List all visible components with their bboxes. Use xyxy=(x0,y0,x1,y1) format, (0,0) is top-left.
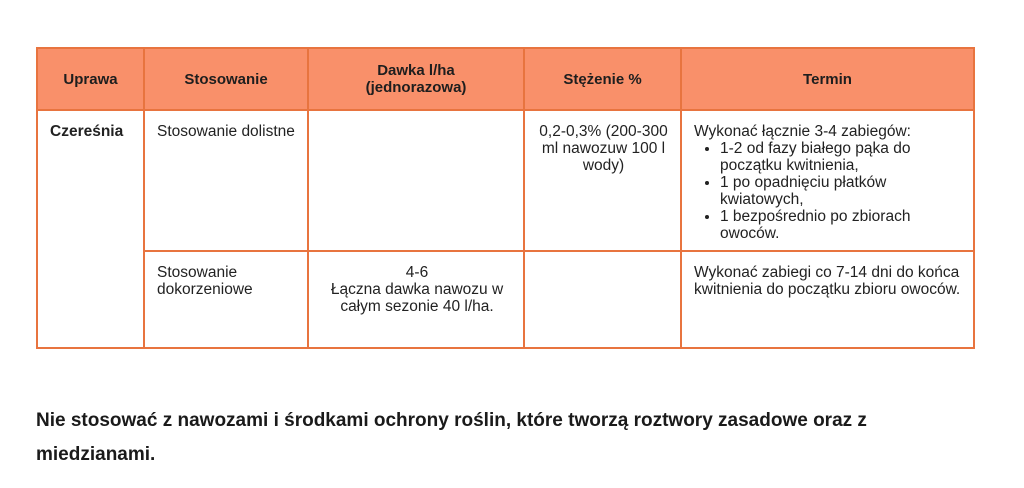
header-crop: Uprawa xyxy=(37,48,144,110)
header-usage: Stosowanie xyxy=(144,48,308,110)
timing-cell: Wykonać zabiegi co 7-14 dni do końca kwitnienia do początku zbioru owoców. xyxy=(681,251,974,348)
dose-cell xyxy=(308,110,524,251)
header-concentration: Stężenie % xyxy=(524,48,681,110)
list-item: • 1 po opadnięciu płatków kwiatowych, xyxy=(720,174,963,208)
timing-intro: Wykonać łącznie 3-4 zabiegów: xyxy=(694,123,911,140)
dose-note: Łączna dawka nawozu w całym sezonie 40 l/ha. xyxy=(330,281,504,315)
warning-note: Nie stosować z nawozami i środkami ochrony roślin, które tworzą roztwory zasadowe oraz z miedzianami. xyxy=(36,410,867,465)
crop-cell: Czereśnia xyxy=(37,110,144,348)
header-dose xyxy=(308,48,524,110)
header-dose-line1: Dawka l/ha xyxy=(377,62,455,79)
list-item: • 1-2 od fazy białego pąka do początku kwitnienia, xyxy=(720,140,963,174)
list-item: • 1 bezpośrednio po zbiorach owoców. xyxy=(720,208,963,242)
table-header-row xyxy=(37,48,974,110)
concentration-cell: 0,2-0,3% (200-300 ml nawozuw 100 l wody) xyxy=(524,110,681,251)
usage-cell: Stosowanie dolistne xyxy=(144,110,308,251)
concentration-cell xyxy=(524,251,681,348)
timing-cell xyxy=(681,110,974,251)
dose-value: 4-6 xyxy=(405,264,429,281)
table-row xyxy=(37,251,974,348)
header-timing: Termin xyxy=(681,48,974,110)
header-dose-line2: (jednorazowa) xyxy=(365,79,467,96)
usage-cell: Stosowanie dokorzeniowe xyxy=(144,251,308,348)
table-row xyxy=(37,110,974,251)
dose-cell xyxy=(308,251,524,348)
timing-list xyxy=(694,140,963,242)
application-table xyxy=(36,47,975,349)
